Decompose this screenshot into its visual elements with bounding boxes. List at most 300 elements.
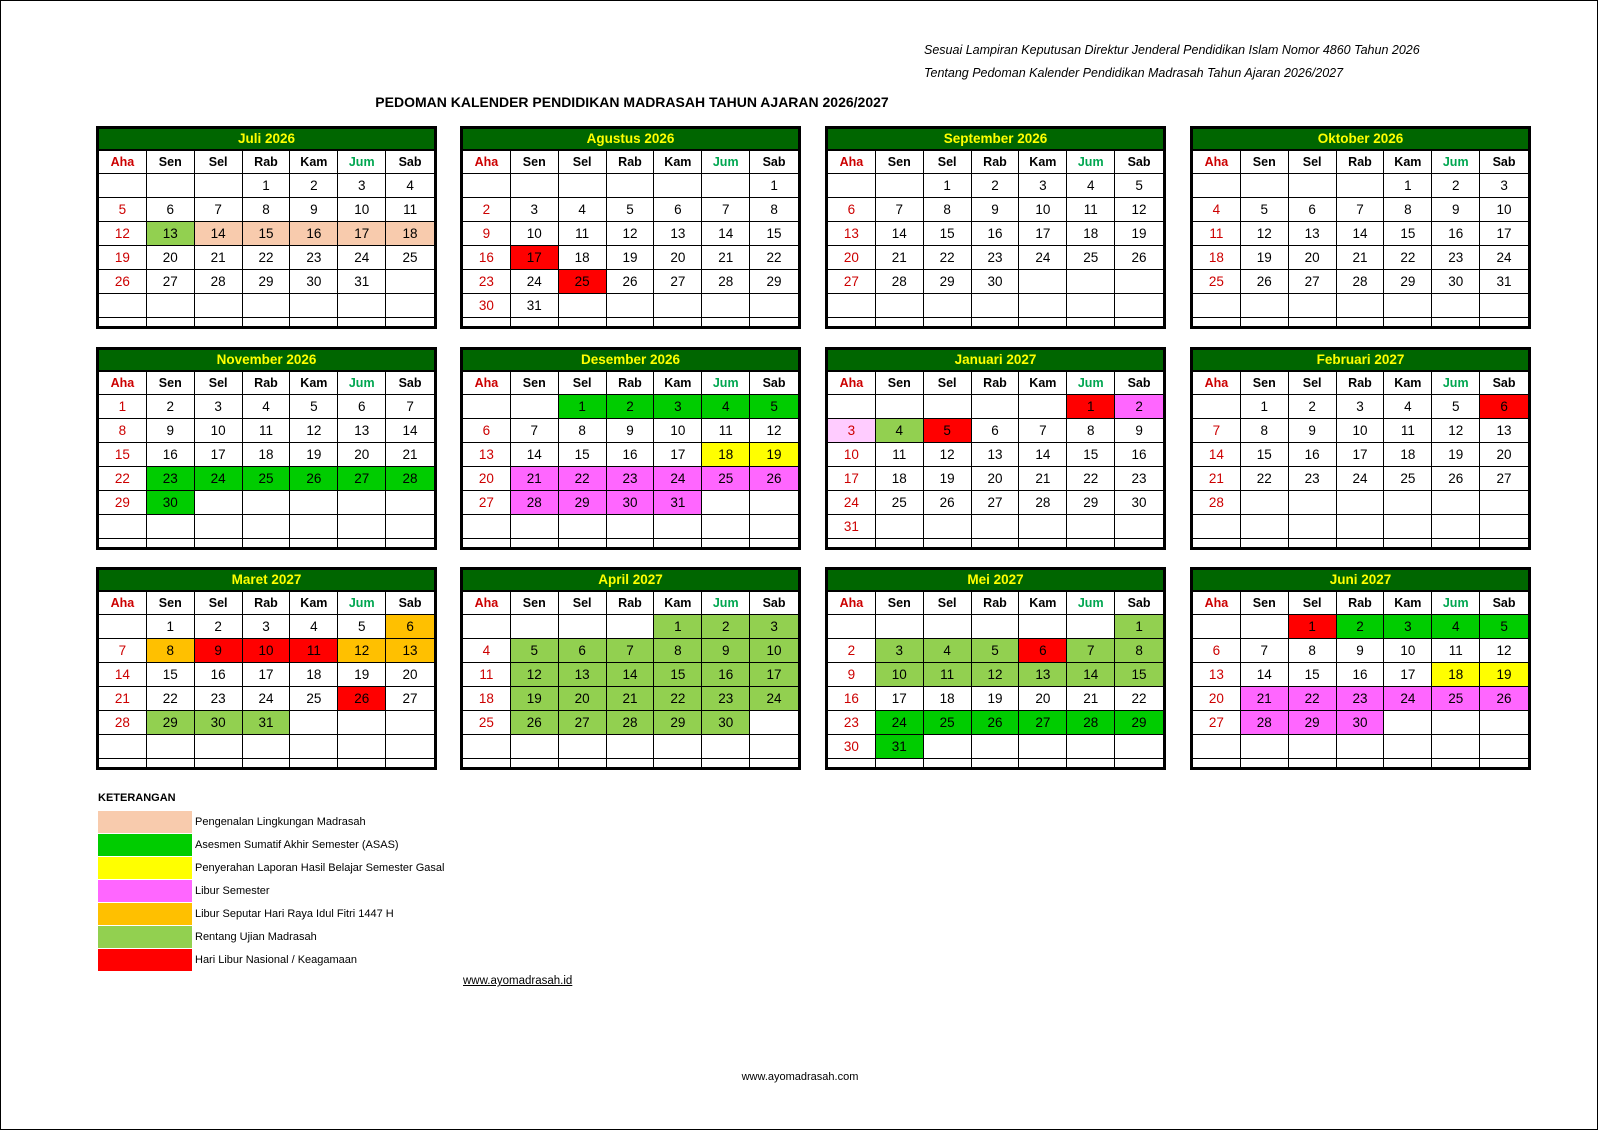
empty-cell (1432, 735, 1480, 759)
day-cell: 9 (607, 419, 655, 443)
day-cell: 3 (338, 174, 386, 198)
weekday-header: Aha (463, 592, 511, 615)
weekday-header: Kam (1019, 592, 1067, 615)
day-cell: 16 (828, 687, 876, 711)
empty-cell (654, 515, 702, 539)
day-cell: 7 (511, 419, 559, 443)
day-cell: 2 (147, 395, 195, 419)
day-cell: 6 (338, 395, 386, 419)
day-cell: 15 (243, 222, 291, 246)
empty-cell (338, 294, 386, 318)
day-cell: 11 (702, 419, 750, 443)
day-cell: 27 (147, 270, 195, 294)
empty-cell (1480, 735, 1528, 759)
weekday-header: Sab (1480, 151, 1528, 174)
empty-cell (924, 735, 972, 759)
day-cell: 30 (607, 491, 655, 515)
day-cell: 23 (195, 687, 243, 711)
day-cell: 31 (1480, 270, 1528, 294)
weekday-header: Rab (607, 151, 655, 174)
empty-cell (702, 174, 750, 198)
day-cell: 12 (972, 663, 1020, 687)
day-cell: 21 (511, 467, 559, 491)
weekday-header: Kam (290, 592, 338, 615)
day-cell: 10 (1019, 198, 1067, 222)
day-cell: 18 (290, 663, 338, 687)
empty-cell (338, 711, 386, 735)
month-calendar (96, 126, 437, 329)
legend-item (98, 902, 444, 925)
day-cell: 26 (511, 711, 559, 735)
weekday-header: Sel (195, 592, 243, 615)
weekday-header: Sab (1115, 592, 1163, 615)
day-cell: 28 (386, 467, 434, 491)
day-cell: 15 (1067, 443, 1115, 467)
legend-list (98, 810, 444, 971)
day-cell: 25 (1432, 687, 1480, 711)
day-cell: 28 (1067, 711, 1115, 735)
day-cell: 25 (924, 711, 972, 735)
day-cell: 26 (290, 467, 338, 491)
month-grid (828, 151, 1163, 318)
day-cell: 11 (1432, 639, 1480, 663)
day-cell: 1 (1115, 615, 1163, 639)
day-cell: 10 (750, 639, 798, 663)
month-grid (828, 372, 1163, 539)
day-cell: 14 (1337, 222, 1385, 246)
day-cell: 17 (338, 222, 386, 246)
day-cell: 19 (511, 687, 559, 711)
day-cell: 26 (1115, 246, 1163, 270)
empty-cell (876, 174, 924, 198)
weekday-header: Aha (99, 151, 147, 174)
empty-cell (1115, 735, 1163, 759)
day-cell: 1 (559, 395, 607, 419)
day-cell: 8 (1384, 198, 1432, 222)
day-cell: 22 (750, 246, 798, 270)
weekday-header: Sel (1289, 592, 1337, 615)
empty-cell (876, 294, 924, 318)
weekday-header: Kam (1019, 372, 1067, 395)
day-cell: 20 (1480, 443, 1528, 467)
day-cell: 27 (1480, 467, 1528, 491)
empty-cell (290, 711, 338, 735)
day-cell: 13 (386, 639, 434, 663)
day-cell: 29 (147, 711, 195, 735)
weekday-header: Sen (511, 372, 559, 395)
weekday-header: Sen (511, 592, 559, 615)
day-cell: 18 (1432, 663, 1480, 687)
day-cell: 22 (243, 246, 291, 270)
day-cell: 13 (463, 443, 511, 467)
weekday-header: Sel (1289, 151, 1337, 174)
day-cell: 19 (1432, 443, 1480, 467)
weekday-header: Aha (99, 592, 147, 615)
empty-cell (1289, 294, 1337, 318)
empty-cell (386, 270, 434, 294)
month-bottom-strip (1193, 539, 1528, 547)
day-cell: 25 (290, 687, 338, 711)
empty-cell (338, 515, 386, 539)
day-cell: 30 (1337, 711, 1385, 735)
weekday-header: Rab (972, 151, 1020, 174)
day-cell: 3 (828, 419, 876, 443)
day-cell: 21 (607, 687, 655, 711)
website-link[interactable]: www.ayomadrasah.id (463, 975, 573, 987)
day-cell: 30 (702, 711, 750, 735)
day-cell: 13 (1289, 222, 1337, 246)
day-cell: 18 (559, 246, 607, 270)
weekday-header: Rab (607, 372, 655, 395)
empty-cell (338, 491, 386, 515)
day-cell: 10 (654, 419, 702, 443)
weekday-header: Sel (1289, 372, 1337, 395)
weekday-header: Aha (1193, 151, 1241, 174)
empty-cell (750, 294, 798, 318)
day-cell: 30 (195, 711, 243, 735)
day-cell: 10 (195, 419, 243, 443)
empty-cell (511, 735, 559, 759)
day-cell: 16 (1115, 443, 1163, 467)
day-cell: 11 (876, 443, 924, 467)
day-cell: 17 (511, 246, 559, 270)
weekday-header: Jum (338, 592, 386, 615)
day-cell: 12 (1241, 222, 1289, 246)
empty-cell (386, 735, 434, 759)
day-cell: 11 (243, 419, 291, 443)
weekday-header: Rab (243, 372, 291, 395)
day-cell: 20 (1019, 687, 1067, 711)
day-cell: 24 (1019, 246, 1067, 270)
day-cell: 8 (99, 419, 147, 443)
empty-cell (607, 174, 655, 198)
day-cell: 24 (1480, 246, 1528, 270)
day-cell: 27 (338, 467, 386, 491)
empty-cell (463, 395, 511, 419)
month-title: Februari 2027 (1193, 350, 1528, 372)
day-cell: 1 (99, 395, 147, 419)
day-cell: 26 (924, 491, 972, 515)
day-cell: 30 (463, 294, 511, 318)
day-cell: 6 (972, 419, 1020, 443)
empty-cell (1480, 294, 1528, 318)
weekday-header: Kam (1384, 372, 1432, 395)
day-cell: 8 (1241, 419, 1289, 443)
day-cell: 8 (924, 198, 972, 222)
day-cell: 24 (876, 711, 924, 735)
month-calendar (1190, 347, 1531, 550)
weekday-header: Rab (972, 372, 1020, 395)
day-cell: 27 (559, 711, 607, 735)
day-cell: 12 (1480, 639, 1528, 663)
month-grid (1193, 151, 1528, 318)
weekday-header: Jum (702, 592, 750, 615)
day-cell: 23 (1432, 246, 1480, 270)
empty-cell (876, 395, 924, 419)
empty-cell (195, 515, 243, 539)
empty-cell (828, 174, 876, 198)
day-cell: 24 (750, 687, 798, 711)
day-cell: 22 (559, 467, 607, 491)
day-cell: 27 (654, 270, 702, 294)
empty-cell (1241, 515, 1289, 539)
day-cell: 20 (828, 246, 876, 270)
empty-cell (463, 515, 511, 539)
weekday-header: Kam (1384, 592, 1432, 615)
weekday-header: Sen (1241, 592, 1289, 615)
day-cell: 25 (876, 491, 924, 515)
empty-cell (511, 174, 559, 198)
weekday-header: Jum (1067, 372, 1115, 395)
day-cell: 23 (702, 687, 750, 711)
weekday-header: Rab (1337, 151, 1385, 174)
weekday-header: Sen (876, 372, 924, 395)
day-cell: 8 (1067, 419, 1115, 443)
empty-cell (1337, 735, 1385, 759)
day-cell: 26 (1480, 687, 1528, 711)
month-title: Juni 2027 (1193, 570, 1528, 592)
empty-cell (1067, 515, 1115, 539)
empty-cell (1241, 491, 1289, 515)
day-cell: 15 (1241, 443, 1289, 467)
weekday-header: Rab (972, 592, 1020, 615)
weekday-header: Sab (1480, 372, 1528, 395)
day-cell: 15 (750, 222, 798, 246)
day-cell: 23 (1289, 467, 1337, 491)
day-cell: 1 (924, 174, 972, 198)
day-cell: 9 (1337, 639, 1385, 663)
legend-swatch (98, 834, 192, 856)
empty-cell (290, 294, 338, 318)
day-cell: 25 (702, 467, 750, 491)
weekday-header: Sab (1115, 151, 1163, 174)
day-cell: 12 (290, 419, 338, 443)
empty-cell (1337, 491, 1385, 515)
empty-cell (463, 174, 511, 198)
empty-cell (1289, 515, 1337, 539)
day-cell: 23 (1337, 687, 1385, 711)
month-calendar (825, 347, 1166, 550)
day-cell: 21 (195, 246, 243, 270)
empty-cell (1067, 270, 1115, 294)
weekday-header: Jum (338, 372, 386, 395)
empty-cell (463, 615, 511, 639)
empty-cell (750, 711, 798, 735)
empty-cell (1019, 270, 1067, 294)
day-cell: 31 (876, 735, 924, 759)
month-title: Desember 2026 (463, 350, 798, 372)
month-calendar (460, 126, 801, 329)
day-cell: 17 (876, 687, 924, 711)
day-cell: 1 (1067, 395, 1115, 419)
day-cell: 6 (559, 639, 607, 663)
day-cell: 19 (750, 443, 798, 467)
day-cell: 15 (99, 443, 147, 467)
empty-cell (1067, 735, 1115, 759)
day-cell: 2 (1115, 395, 1163, 419)
day-cell: 21 (1241, 687, 1289, 711)
day-cell: 2 (828, 639, 876, 663)
day-cell: 14 (386, 419, 434, 443)
month-calendar (1190, 126, 1531, 329)
day-cell: 27 (1193, 711, 1241, 735)
legend-label: Rentang Ujian Madrasah (195, 930, 317, 943)
day-cell: 20 (147, 246, 195, 270)
day-cell: 29 (750, 270, 798, 294)
day-cell: 9 (147, 419, 195, 443)
day-cell: 23 (147, 467, 195, 491)
empty-cell (195, 294, 243, 318)
legend-label: Libur Seputar Hari Raya Idul Fitri 1447 H (195, 907, 394, 920)
empty-cell (1289, 491, 1337, 515)
day-cell: 2 (607, 395, 655, 419)
day-cell: 21 (1193, 467, 1241, 491)
day-cell: 19 (290, 443, 338, 467)
month-grid (99, 592, 434, 759)
day-cell: 3 (1019, 174, 1067, 198)
day-cell: 18 (243, 443, 291, 467)
day-cell: 21 (1019, 467, 1067, 491)
weekday-header: Jum (1067, 151, 1115, 174)
month-title: Agustus 2026 (463, 129, 798, 151)
day-cell: 6 (386, 615, 434, 639)
empty-cell (1480, 491, 1528, 515)
empty-cell (1019, 294, 1067, 318)
day-cell: 21 (386, 443, 434, 467)
day-cell: 22 (924, 246, 972, 270)
day-cell: 7 (1241, 639, 1289, 663)
empty-cell (463, 735, 511, 759)
empty-cell (1241, 735, 1289, 759)
day-cell: 4 (1384, 395, 1432, 419)
month-calendar (96, 347, 437, 550)
day-cell: 4 (876, 419, 924, 443)
weekday-header: Sen (876, 151, 924, 174)
day-cell: 29 (559, 491, 607, 515)
day-cell: 31 (511, 294, 559, 318)
month-title: Juli 2026 (99, 129, 434, 151)
day-cell: 5 (338, 615, 386, 639)
day-cell: 2 (702, 615, 750, 639)
empty-cell (702, 491, 750, 515)
weekday-header: Sab (386, 372, 434, 395)
day-cell: 16 (1337, 663, 1385, 687)
day-cell: 13 (654, 222, 702, 246)
month-bottom-strip (99, 318, 434, 326)
weekday-header: Sab (750, 151, 798, 174)
weekday-header: Rab (243, 592, 291, 615)
day-cell: 9 (463, 222, 511, 246)
weekday-header: Aha (828, 151, 876, 174)
weekday-header: Aha (828, 372, 876, 395)
month-grid (463, 372, 798, 539)
month-calendar (96, 567, 437, 770)
legend-label: Pengenalan Lingkungan Madrasah (195, 815, 366, 828)
day-cell: 20 (559, 687, 607, 711)
month-grid (1193, 372, 1528, 539)
weekday-header: Aha (463, 151, 511, 174)
day-cell: 12 (1432, 419, 1480, 443)
day-cell: 31 (654, 491, 702, 515)
month-grid (463, 151, 798, 318)
day-cell: 19 (1480, 663, 1528, 687)
day-cell: 7 (1193, 419, 1241, 443)
day-cell: 12 (99, 222, 147, 246)
day-cell: 9 (290, 198, 338, 222)
day-cell: 4 (290, 615, 338, 639)
day-cell: 4 (702, 395, 750, 419)
day-cell: 20 (1193, 687, 1241, 711)
day-cell: 10 (1337, 419, 1385, 443)
day-cell: 17 (243, 663, 291, 687)
empty-cell (559, 735, 607, 759)
day-cell: 21 (1067, 687, 1115, 711)
month-bottom-strip (828, 539, 1163, 547)
empty-cell (607, 294, 655, 318)
day-cell: 8 (147, 639, 195, 663)
day-cell: 16 (195, 663, 243, 687)
day-cell: 12 (607, 222, 655, 246)
legend-swatch (98, 811, 192, 833)
day-cell: 8 (559, 419, 607, 443)
empty-cell (1432, 294, 1480, 318)
empty-cell (1384, 515, 1432, 539)
empty-cell (99, 615, 147, 639)
empty-cell (607, 615, 655, 639)
day-cell: 9 (1115, 419, 1163, 443)
day-cell: 17 (828, 467, 876, 491)
empty-cell (750, 735, 798, 759)
empty-cell (1019, 395, 1067, 419)
day-cell: 18 (702, 443, 750, 467)
weekday-header: Aha (99, 372, 147, 395)
day-cell: 4 (1193, 198, 1241, 222)
month-title: Januari 2027 (828, 350, 1163, 372)
month-bottom-strip (463, 759, 798, 767)
empty-cell (243, 735, 291, 759)
day-cell: 17 (1480, 222, 1528, 246)
day-cell: 7 (1337, 198, 1385, 222)
empty-cell (1067, 294, 1115, 318)
weekday-header: Jum (702, 151, 750, 174)
day-cell: 14 (1241, 663, 1289, 687)
month-bottom-strip (463, 318, 798, 326)
empty-cell (1384, 491, 1432, 515)
day-cell: 5 (99, 198, 147, 222)
empty-cell (99, 294, 147, 318)
empty-cell (290, 491, 338, 515)
day-cell: 14 (99, 663, 147, 687)
day-cell: 22 (654, 687, 702, 711)
day-cell: 13 (338, 419, 386, 443)
day-cell: 28 (511, 491, 559, 515)
empty-cell (511, 615, 559, 639)
month-bottom-strip (99, 539, 434, 547)
day-cell: 4 (463, 639, 511, 663)
weekday-header: Sen (147, 592, 195, 615)
empty-cell (195, 735, 243, 759)
day-cell: 2 (972, 174, 1020, 198)
day-cell: 26 (972, 711, 1020, 735)
day-cell: 6 (828, 198, 876, 222)
day-cell: 8 (1115, 639, 1163, 663)
day-cell: 14 (195, 222, 243, 246)
empty-cell (828, 395, 876, 419)
empty-cell (1480, 515, 1528, 539)
day-cell: 9 (1289, 419, 1337, 443)
day-cell: 26 (750, 467, 798, 491)
day-cell: 3 (511, 198, 559, 222)
